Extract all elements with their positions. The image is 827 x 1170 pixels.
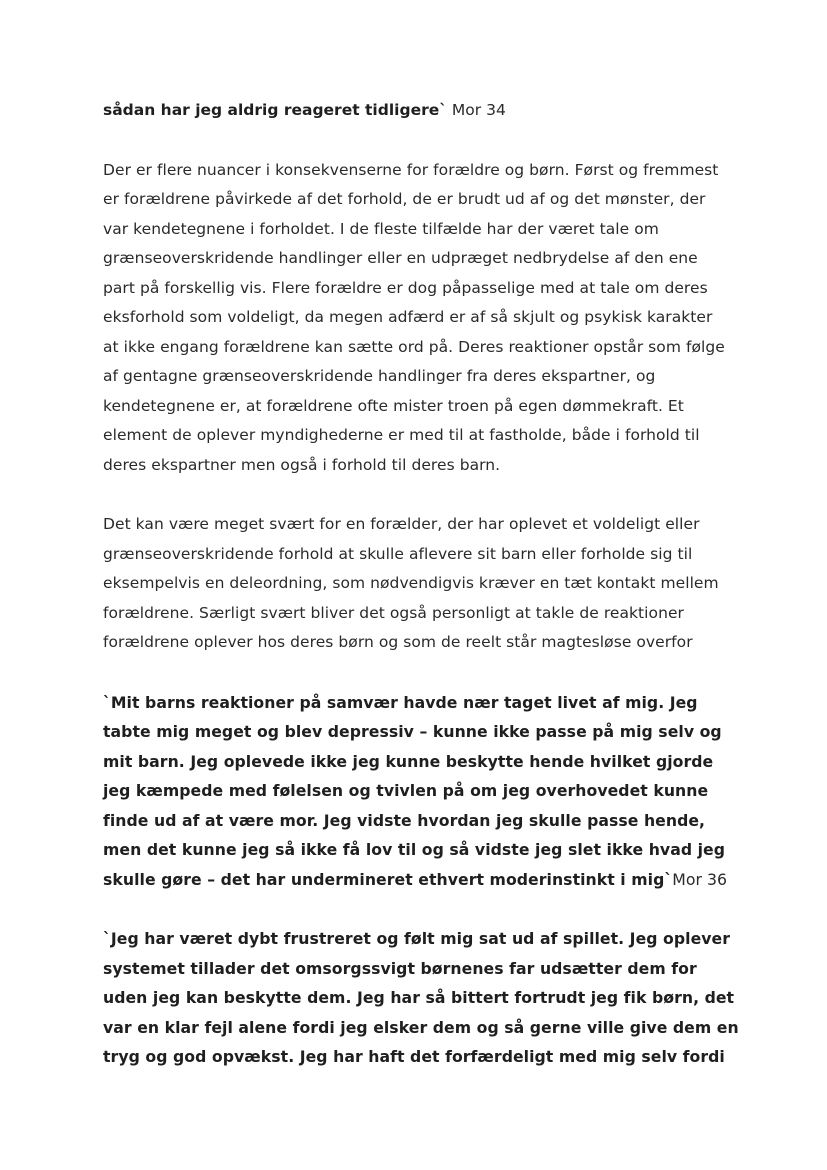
paragraph-line: part på forskellig vis. Flere forældre er dog påpasselige med at tale om deres <box>103 278 708 297</box>
paragraph-line: at ikke engang forældrene kan sætte ord på. Deres reaktioner opstår som følge <box>103 337 725 356</box>
quote-line: mit barn. Jeg oplevede ikke jeg kunne beskytte hende hvilket gjorde <box>103 751 714 771</box>
quote-line: `Jeg har været dybt frustreret og følt mig sat ud af spillet. Jeg oplever <box>103 929 731 948</box>
quote-attribution: Mor 36 <box>672 869 728 889</box>
paragraph-line: eksforhold som voldeligt, da megen adfærd er af så skjult og psykisk karakter <box>103 308 713 326</box>
quote-line: men det kunne jeg så ikke få lov til og så vidste jeg slet ikke hvad jeg <box>103 840 726 859</box>
paragraph-line: grænseoverskridende handlinger eller en udpræget nedbrydelse af den ene <box>103 249 698 267</box>
quote-line: finde ud af at være mor. Jeg vidste hvordan jeg skulle passe hende, <box>103 810 706 830</box>
paragraph-line: af gentagne grænseoverskridende handlinger fra deres ekspartner, og <box>103 367 656 385</box>
quote-line-last <box>103 865 753 895</box>
document-page <box>103 96 753 1072</box>
quote-line: uden jeg kan beskytte dem. Jeg har så bittert fortrudt jeg fik børn, det <box>103 988 735 1007</box>
quote-line-text: skulle gøre – det har undermineret ethvert moderinstinkt i mig` <box>103 869 673 889</box>
intro-quote-mark: ` <box>439 101 447 119</box>
paragraph-consequences <box>103 156 753 481</box>
quote-continuing <box>103 924 753 1072</box>
intro-attribution: Mor 34 <box>451 101 506 119</box>
spacer <box>103 658 753 688</box>
paragraph-line: forældrene oplever hos deres børn og som de reelt står magtesløse overfor <box>103 633 693 651</box>
paragraph-line: Det kan være meget svært for en forælder, der har oplevet et voldeligt eller <box>103 515 700 533</box>
spacer <box>103 126 753 156</box>
intro-quote-text: sådan har jeg aldrig reageret tidligere <box>103 101 440 119</box>
spacer <box>103 894 753 924</box>
quote-line: jeg kæmpede med følelsen og tvivlen på om jeg overhovedet kunne <box>103 781 709 800</box>
quote-line: tabte mig meget og blev depressiv – kunne ikke passe på mig selv og <box>103 722 722 741</box>
quote-mother-36 <box>103 688 753 895</box>
spacer <box>103 480 753 510</box>
paragraph-line: forældrene. Særligt svært bliver det også personligt at takle de reaktioner <box>103 603 684 622</box>
paragraph-line: var kendetegnene i forholdet. I de fleste tilfælde har der været tale om <box>103 219 659 238</box>
paragraph-line: deres ekspartner men også i forhold til deres barn. <box>103 455 501 474</box>
intro-quote-ending <box>103 96 753 126</box>
quote-line: tryg og god opvækst. Jeg har haft det forfærdeligt med mig selv fordi <box>103 1047 725 1066</box>
paragraph-line: Der er flere nuancer i konsekvenserne for forældre og børn. Først og fremmest <box>103 160 719 179</box>
paragraph-line: element de oplever myndighederne er med til at fastholde, både i forhold til <box>103 426 700 444</box>
paragraph-line: eksempelvis en deleordning, som nødvendigvis kræver en tæt kontakt mellem <box>103 574 719 592</box>
paragraph-line: kendetegnene er, at forældrene ofte mister troen på egen dømmekraft. Et <box>103 396 684 415</box>
paragraph-line: er forældrene påvirkede af det forhold, de er brudt ud af og det mønster, der <box>103 190 706 208</box>
quote-line: `Mit barns reaktioner på samvær havde nær taget livet af mig. Jeg <box>103 692 698 712</box>
paragraph-line: grænseoverskridende forhold at skulle aflevere sit barn eller forholde sig til <box>103 544 693 563</box>
quote-line: var en klar fejl alene fordi jeg elsker dem og så gerne ville give dem en <box>103 1017 739 1037</box>
quote-line: systemet tillader det omsorgssvigt børnenes far udsætter dem for <box>103 958 697 978</box>
paragraph-difficulty <box>103 510 753 658</box>
